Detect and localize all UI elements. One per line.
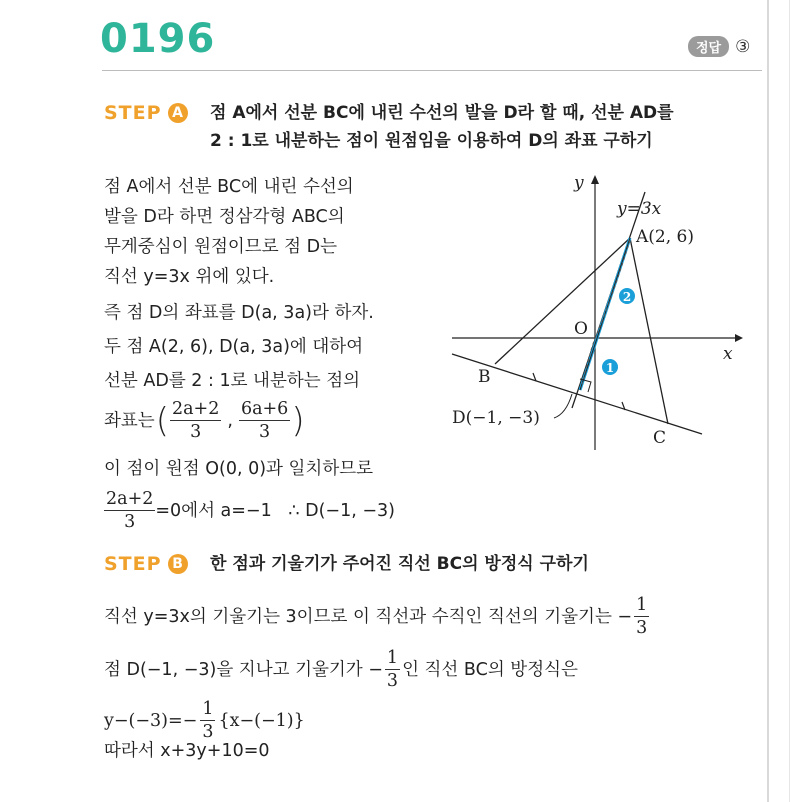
step-b-line1-fraction <box>634 594 649 639</box>
marker-2: 2 <box>622 290 632 304</box>
frac-den: 3 <box>636 618 648 638</box>
step-a-line: 발을 D라 하면 정삼각형 ABC의 <box>104 207 345 227</box>
frac-num: 1 <box>636 595 648 615</box>
frac-den: 3 <box>124 512 136 532</box>
step-a-line: 선분 AD를 2 : 1로 내분하는 점의 <box>104 371 361 391</box>
frac-num: 1 <box>386 648 399 668</box>
frac-den: 3 <box>259 422 271 442</box>
coord-prefix: 좌표는 <box>104 410 155 431</box>
label-b: B <box>478 367 491 387</box>
step-b-line2-fraction <box>385 647 400 692</box>
label-d: D(−1, −3) <box>452 408 540 428</box>
step-b-line2 <box>104 647 578 692</box>
step-a-line: 즉 점 D의 좌표를 D(a, 3a)라 하자. <box>104 303 374 323</box>
frac-num: 2a+2 <box>106 489 154 509</box>
step-b-line2-post: 인 직선 BC의 방정식은 <box>402 659 578 680</box>
x-axis-arrow <box>735 334 743 342</box>
frac-den: 3 <box>202 722 214 742</box>
step-a-line: 직선 y=3x 위에 있다. <box>104 267 275 287</box>
coord-expression <box>104 398 305 443</box>
comma: , <box>227 410 233 431</box>
answer-area <box>688 36 750 57</box>
page-edge <box>767 0 769 802</box>
step-b-line4: 따라서 x+3y+10=0 <box>104 741 270 761</box>
step-b-line2-pre: 점 D(−1, −3)을 지나고 기울기가 − <box>104 659 383 680</box>
step-b-line1-text: 직선 y=3x의 기울기는 3이므로 이 직선과 수직인 직선의 기울기는 − <box>104 606 633 627</box>
result-text: =0에서 a=−1 ∴ D(−1, −3) <box>155 500 395 521</box>
frac-num: 1 <box>202 699 214 719</box>
open-paren: ( <box>155 400 169 441</box>
frac-den: 3 <box>386 671 399 691</box>
step-a-heading <box>104 102 188 124</box>
label-o: O <box>574 319 588 339</box>
step-a-line: 점 A에서 선분 BC에 내린 수선의 <box>104 177 354 197</box>
step-a-title-line2: 2 : 1로 내분하는 점이 원점임을 이용하여 D의 좌표 구하기 <box>210 131 653 151</box>
step-b-line3-fraction <box>200 698 215 743</box>
page-edge-secondary <box>789 0 790 802</box>
step-b-title: 한 점과 기울기가 주어진 직선 BC의 방정식 구하기 <box>210 554 589 574</box>
step-b-line1 <box>104 594 649 639</box>
label-c: C <box>653 428 667 448</box>
step-b-line3-post: {x−(−1)} <box>218 710 305 731</box>
step-a-word: STEP <box>104 102 162 124</box>
marker-1: 1 <box>605 361 615 375</box>
label-d-leader <box>554 394 572 418</box>
step-b-line3-pre: y−(−3)=− <box>104 710 198 731</box>
coord-fraction-x <box>170 398 221 443</box>
result-expression <box>104 488 395 533</box>
close-paren: ) <box>291 400 305 441</box>
step-b-heading <box>104 553 188 575</box>
step-a-title-line1: 점 A에서 선분 BC에 내린 수선의 발을 D라 할 때, 선분 AD를 <box>210 103 674 123</box>
geometry-diagram <box>440 168 760 458</box>
frac-num: 6a+6 <box>240 399 289 419</box>
label-a: A(2, 6) <box>636 227 694 247</box>
answer-value: ③ <box>735 36 751 57</box>
header-divider <box>102 70 762 71</box>
side-ac <box>630 238 668 424</box>
frac-den: 3 <box>190 422 202 442</box>
result-fraction <box>104 488 155 533</box>
step-b-word: STEP <box>104 553 162 575</box>
problem-number: 0196 <box>100 16 216 62</box>
label-x: x <box>723 344 733 364</box>
origin-line: 이 점이 원점 O(0, 0)과 일치하므로 <box>104 459 374 479</box>
coord-fraction-y <box>239 398 290 443</box>
label-y: y <box>574 173 584 193</box>
answer-badge: 정답 <box>688 36 729 57</box>
frac-num: 2a+2 <box>171 399 220 419</box>
step-b-line3 <box>104 698 305 743</box>
step-a-line: 무게중심이 원점이므로 점 D는 <box>104 237 338 257</box>
step-a-letter: A <box>168 103 188 123</box>
label-line: y=3x <box>617 199 662 219</box>
step-b-letter: B <box>168 554 188 574</box>
step-a-line: 두 점 A(2, 6), D(a, 3a)에 대하여 <box>104 337 364 357</box>
y-axis-arrow <box>591 175 599 184</box>
